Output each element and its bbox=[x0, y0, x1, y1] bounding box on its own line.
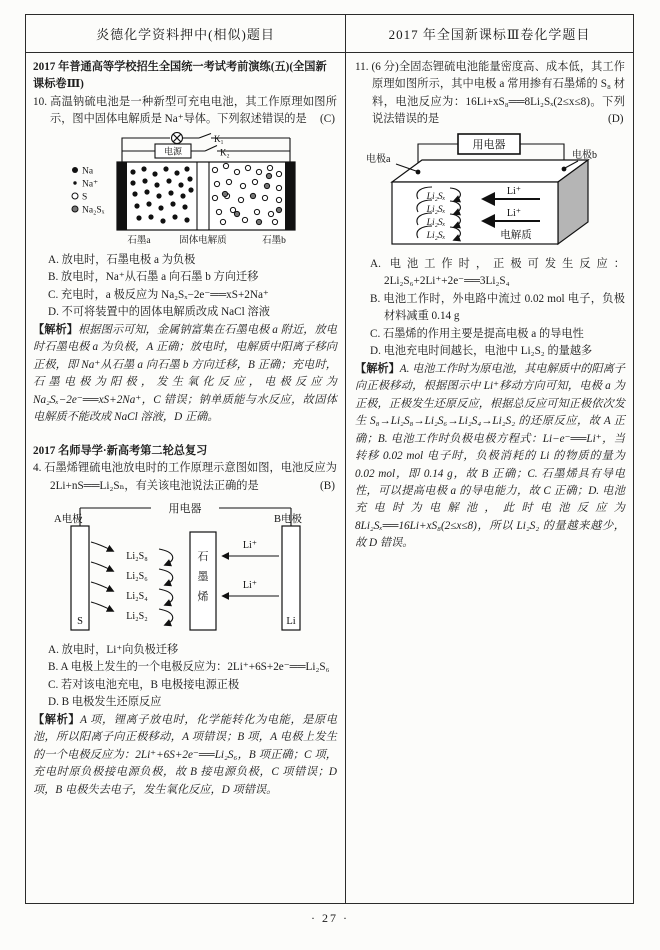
table-header-row bbox=[26, 15, 633, 53]
electrolyte-label: 固体电解质 bbox=[179, 235, 227, 246]
electrode-a-label: 电极a bbox=[366, 153, 391, 165]
q10-option-C: C. 充电时，a 极反应为 Na₂Sₓ−2e⁻══xS+2Na⁺ bbox=[48, 288, 269, 301]
spacer bbox=[33, 427, 337, 443]
species-li2s2: Li₂S₂ bbox=[126, 610, 148, 622]
species-li2sx: Li₂Sₓ bbox=[426, 191, 446, 202]
question-4-answer: (B) bbox=[320, 479, 335, 492]
page-number: · 27 · bbox=[311, 911, 349, 925]
q4-analysis bbox=[33, 712, 337, 799]
graphite-a-label: 石墨a bbox=[127, 235, 151, 246]
left-column bbox=[26, 53, 346, 903]
li-ion-label: Li⁺ bbox=[242, 579, 258, 591]
analysis-body: 根据图示可知，金属钠富集在石墨电极 a 附近，放电时石墨电极 a 为负极，A 正确；放电时，电解质中阳离子移向正极，即 Na⁺从石墨 a 向石墨 b 方向迁移，B 正确；充电时，石墨电极为阳极，发生氧化反应，电极反应为 Na₂Sₓ−2e⁻══xS+2Na⁺，C 错误；钠单质能与水反应，故固体电解质不能改成 NaCl 溶液，D 正确。 bbox=[33, 323, 337, 424]
question-4 bbox=[33, 460, 337, 495]
li-ion-label: Li⁺ bbox=[242, 539, 258, 551]
analysis-label: 【解析】 bbox=[33, 713, 81, 726]
species-li2sx: Li₂Sₓ bbox=[426, 230, 446, 241]
q11-option-D: D. 电池充电时间越长，电池中 Li₂S₂ 的量越多 bbox=[370, 345, 593, 358]
question-10 bbox=[33, 94, 337, 129]
electrode-b-label: B电极 bbox=[274, 513, 303, 525]
load-label: 用电器 bbox=[168, 502, 202, 515]
switch-k1-label: K₁ bbox=[214, 133, 224, 144]
switch-k2-label: K₂ bbox=[220, 147, 230, 158]
q10-option-A: A. 放电时，石墨电极 a 为负极 bbox=[48, 253, 196, 266]
q4-option-D: D. B 电极发生还原反应 bbox=[48, 696, 162, 709]
section-title-mingshi-daoxue: 2017 名师导学·新高考第二轮总复习 bbox=[33, 444, 208, 457]
terminal-a bbox=[416, 169, 421, 174]
question-11-answer: (D) bbox=[608, 113, 624, 126]
lithium-electrode bbox=[282, 526, 300, 630]
figure-legend bbox=[72, 166, 105, 215]
cell-body bbox=[117, 162, 295, 230]
load-label: 用电器 bbox=[472, 138, 506, 151]
analysis-label: 【解析】 bbox=[355, 362, 400, 375]
species-li2s4: Li₂S₄ bbox=[126, 590, 148, 602]
figure-solid-state-lithium-sulfur-cell bbox=[366, 132, 614, 252]
li-ion-label: Li⁺ bbox=[506, 207, 522, 219]
li-ion-label: Li⁺ bbox=[506, 185, 522, 197]
legend-na-ion-label: Na⁺ bbox=[82, 179, 99, 190]
question-11 bbox=[355, 59, 625, 129]
question-10-text: 10. 高温钠硫电池是一种新型可充电电池，其工作原理如图所示，图中固体电解质是 Na⁺导体。下列叙述错误的是 bbox=[33, 95, 337, 126]
q10-analysis bbox=[33, 322, 337, 427]
q4-option-A: A. 放电时，Li⁺向负极迁移 bbox=[48, 643, 179, 656]
lithium-label: Li bbox=[286, 615, 296, 627]
q10-option-D: D. 不可将装置中的固体电解质改成 NaCl 溶液 bbox=[48, 306, 270, 319]
figure-sodium-sulfur-cell bbox=[69, 132, 301, 248]
graphite-a-electrode bbox=[117, 162, 127, 230]
sulfur-electrode bbox=[71, 526, 89, 630]
q11-option-B: B. 电池工作时，外电路中流过 0.02 mol 电子，负极材料减重 0.14 g bbox=[370, 292, 625, 323]
section-title-exam-drill: 2017 年普通高等学校招生全国统一考试考前演练(五)(全国新课标卷Ⅲ) bbox=[33, 61, 327, 91]
q4-option-C: C. 若对该电池充电，B 电极接电源正极 bbox=[48, 678, 240, 691]
electrode-a-label: A电极 bbox=[54, 513, 83, 525]
electrolyte-label: 电解质 bbox=[500, 229, 532, 241]
species-li2s8: Li₂S₈ bbox=[126, 550, 148, 562]
graphite-b-electrode bbox=[285, 162, 295, 230]
q10-option-B: B. 放电时，Na⁺从石墨 a 向石墨 b 方向迁移 bbox=[48, 271, 259, 284]
analysis-body: A 项，锂离子放电时，化学能转化为电能，是原电池，所以阳离子向正极移动，A 项错误；B 项，A 电极上发生的一个电极反应为：2Li⁺+6S+2e⁻══Li₂S₆，B 项正确；C 项，充电时原负极接电源负极，故 B 接电源负极，C 项错误；D 项，B 电极失去电子，发生氧化反应，D 项错误。 bbox=[33, 713, 337, 796]
q11-option-A: A. 电池工作时，正极可发生反应：2Li₂S₆+2Li⁺+2e⁻══3Li₂S₄ bbox=[370, 257, 625, 288]
electrode-b-label: 电极b bbox=[572, 149, 597, 161]
graphite-b-label: 石墨b bbox=[262, 235, 286, 246]
q11-option-C: C. 石墨烯的作用主要是提高电极 a 的导电性 bbox=[370, 327, 584, 340]
cell-top-face bbox=[392, 160, 588, 182]
power-source-label: 电源 bbox=[163, 146, 183, 157]
header-right-title: 2017 年全国新课标Ⅲ卷化学题目 bbox=[388, 27, 591, 42]
graphene-char-2: 墨 bbox=[197, 570, 209, 583]
question-10-answer: (C) bbox=[320, 113, 335, 126]
q11-analysis bbox=[355, 361, 625, 553]
comparison-table bbox=[25, 14, 634, 904]
figure-graphene-lithium-sulfur-cell bbox=[53, 498, 317, 638]
table-body bbox=[26, 53, 633, 903]
graphene-char-1: 石 bbox=[197, 550, 209, 563]
wire bbox=[183, 133, 291, 162]
header-left-title: 炎德化学资料押中(相似)题目 bbox=[26, 15, 346, 52]
graphene-char-3: 烯 bbox=[197, 590, 209, 603]
question-4-text: 4. 石墨烯锂硫电池放电时的工作原理示意图如图，电池反应为 2Li+nS══Li₂Sₙ，有关该电池说法正确的是 bbox=[33, 462, 337, 492]
legend-na-label: Na bbox=[82, 166, 94, 177]
question-11-text: 11. (6 分)全固态锂硫电池能量密度高、成本低，其工作原理如图所示，其中电极 a 常用掺有石墨烯的 S₈ 材料，电池反应为：16Li+xS₈══8Li₂Sₓ(2≤x≤8)。下列说法错误的是 bbox=[355, 61, 625, 126]
legend-na2sx-label: Na₂Sₓ bbox=[82, 205, 105, 216]
legend-s-label: S bbox=[82, 192, 88, 203]
species-li2sx: Li₂Sₓ bbox=[426, 217, 446, 228]
analysis-body: A. 电池工作时为原电池，其电解质中的阳离子向正极移动，根据图示中 Li⁺移动方向可知，电极 a 为正极，正极发生还原反应，根据总反应可知正极依次发生 S₈→Li₂S₈→Li₂S₆→Li₂S₄→Li₂S₂ 的还原反应，故 A 正确；B. 电池工作时负极电极方程式：Li−e⁻══Li⁺，当转移 0.02 mol 电子时，负极消耗的 Li 的物质的量为 0.02 mol，即 0.14 g，故 B 正确；C. 石墨烯具有导电性，可以提高电极 a 的导电能力，故 C 正确；D. 电池充电时为电解池，此时电池反应为 8Li₂Sₓ══16Li+xS₈(2≤x≤8)，所以 Li₂S₂ 的量越来越少，故 D 错误。 bbox=[355, 362, 625, 550]
right-column bbox=[346, 53, 633, 903]
q4-option-B: B. A 电极上发生的一个电极反应为：2Li⁺+6S+2e⁻══Li₂S₆ bbox=[48, 661, 330, 674]
analysis-label: 【解析】 bbox=[33, 323, 79, 336]
lithium-ion-flow bbox=[223, 540, 279, 596]
sulfur-label: S bbox=[77, 615, 83, 627]
wire bbox=[191, 145, 290, 151]
species-li2s6: Li₂S₆ bbox=[126, 570, 148, 582]
polysulfide-cascade bbox=[91, 542, 173, 625]
species-li2sx: Li₂Sₓ bbox=[426, 204, 446, 215]
